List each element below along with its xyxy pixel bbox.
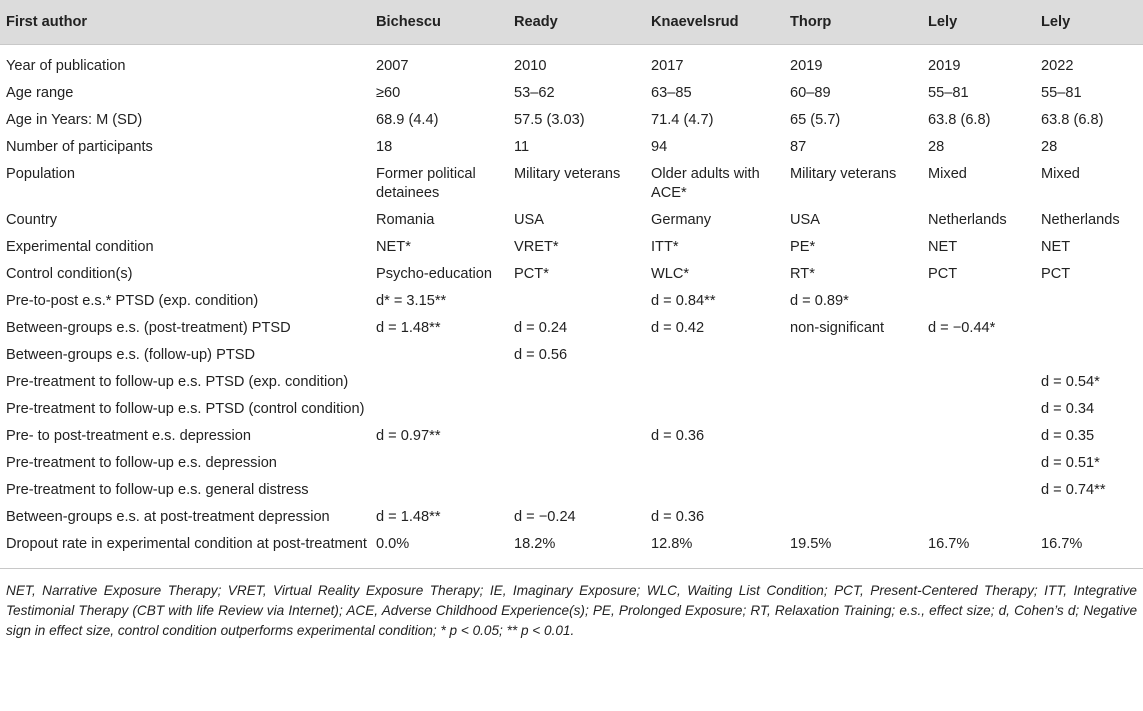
table-cell: 68.9 (4.4): [376, 112, 439, 128]
row-label: Year of publication: [6, 58, 126, 74]
table-row: [0, 45, 1143, 81]
table-cell: NET: [1041, 239, 1071, 255]
table-cell: d = 0.54*: [1041, 374, 1100, 390]
table-cell: [508, 477, 645, 504]
table-cell: PE*: [790, 239, 816, 255]
table-footnote: NET, Narrative Exposure Therapy; VRET, Virtual Reality Exposure Therapy; IE, Imaginary Exposure; WLC, Waiting List Condition; PCT, Present-Centered Therapy; ITT, Integrative Testimonial Therapy (CBT with life Review via Internet); ACE, Adverse Childhood Experience(s); PE, Prolonged Exposure; RT, Relaxation Training; e.s., effect size; d, Cohen’s d; Negative sign in effect size, control condition outperforms experimental condition; * p < 0.05; ** p < 0.01.: [6, 583, 1137, 638]
table-cell: d = 1.48**: [376, 509, 441, 525]
table-cell: 16.7%: [922, 531, 1035, 569]
table-cell: 11: [514, 139, 530, 155]
table-cell: [645, 396, 784, 423]
table-cell: d = −0.24: [514, 509, 576, 525]
table-cell: 16.7%: [1035, 531, 1143, 569]
table-cell: [784, 396, 922, 423]
table-cell: 63.8 (6.8): [1041, 112, 1104, 128]
row-label: Between-groups e.s. at post-treatment depression: [6, 509, 330, 525]
table-cell: 60–89: [790, 85, 831, 101]
table-cell: Mixed: [928, 166, 967, 182]
table-row: [0, 477, 1143, 504]
header-author-3: Knaevelsrud: [645, 0, 784, 45]
table-cell: [784, 342, 922, 369]
table-cell: d* = 3.15**: [376, 293, 447, 309]
table-row: [0, 396, 1143, 423]
table-cell: [1035, 342, 1143, 369]
table-cell: d = 0.36: [651, 428, 705, 444]
row-label: Age in Years: M (SD): [6, 112, 143, 128]
table-cell: [922, 342, 1035, 369]
table-cell: 53–62: [514, 85, 555, 101]
row-label: Pre-treatment to follow-up e.s. general distress: [6, 482, 309, 498]
table-cell: d = 0.84**: [651, 293, 716, 309]
table-row: [0, 531, 1143, 569]
table-cell: [784, 369, 922, 396]
table-cell: Military veterans: [790, 166, 897, 182]
table-cell: [784, 504, 922, 531]
table-cell: 87: [790, 139, 807, 155]
table-cell: [1035, 315, 1143, 342]
table-cell: [508, 396, 645, 423]
table-row: [0, 261, 1143, 288]
table-cell: [784, 450, 922, 477]
table-cell: Netherlands: [1041, 212, 1120, 228]
table-cell: d = 1.48**: [376, 320, 441, 336]
table-cell: 63.8 (6.8): [928, 112, 991, 128]
header-author-4: Thorp: [784, 0, 922, 45]
table-cell: Former political detainees: [376, 166, 476, 201]
table-cell: 55–81: [1041, 85, 1082, 101]
table-cell: Mixed: [1041, 166, 1080, 182]
table-cell: 28: [928, 139, 945, 155]
table-cell: PCT*: [514, 266, 549, 282]
table-cell: [370, 450, 508, 477]
table-cell: PCT: [1041, 266, 1071, 282]
row-label: Country: [6, 212, 58, 228]
table-cell: USA: [514, 212, 545, 228]
table-cell: 2022: [1041, 58, 1074, 74]
table-row: [0, 315, 1143, 342]
table-cell: d = 0.89*: [790, 293, 849, 309]
table-row: [0, 80, 1143, 107]
table-cell: [645, 450, 784, 477]
row-label: Control condition(s): [6, 266, 133, 282]
table-cell: WLC*: [651, 266, 690, 282]
table-row: [0, 134, 1143, 161]
row-label: Population: [6, 166, 75, 182]
table-cell: 2017: [651, 58, 684, 74]
table-cell: Psycho-education: [376, 266, 493, 282]
table-cell: [922, 396, 1035, 423]
table-cell: [922, 477, 1035, 504]
table-cell: ITT*: [651, 239, 679, 255]
row-label: Between-groups e.s. (post-treatment) PTSD: [6, 320, 291, 336]
table-cell: [922, 288, 1035, 315]
table-cell: non-significant: [790, 320, 885, 336]
table-cell: [508, 288, 645, 315]
table-cell: Germany: [651, 212, 712, 228]
row-label: Between-groups e.s. (follow-up) PTSD: [6, 347, 256, 363]
table-cell: [370, 342, 508, 369]
table-body: [0, 45, 1143, 569]
table-cell: RT*: [790, 266, 815, 282]
table-cell: PCT: [928, 266, 958, 282]
table-cell: 55–81: [928, 85, 969, 101]
table-cell: 2010: [514, 58, 547, 74]
header-author-6: Lely: [1035, 0, 1143, 45]
table-cell: [922, 423, 1035, 450]
table-cell: Netherlands: [928, 212, 1007, 228]
table-cell: [370, 396, 508, 423]
header-first-author: First author: [0, 0, 370, 45]
row-label: Number of participants: [6, 139, 153, 155]
table-cell: [645, 369, 784, 396]
table-cell: Military veterans: [514, 166, 621, 182]
table-cell: 63–85: [651, 85, 692, 101]
table-cell: [370, 369, 508, 396]
table-cell: d = 0.35: [1041, 428, 1095, 444]
table-row: [0, 288, 1143, 315]
table-cell: [1035, 504, 1143, 531]
table-cell: d = −0.44*: [928, 320, 996, 336]
table-cell: d = 0.51*: [1041, 455, 1100, 471]
row-label: Pre-to-post e.s.* PTSD (exp. condition): [6, 293, 259, 309]
table-cell: d = 0.34: [1041, 401, 1095, 417]
row-label: Dropout rate in experimental condition at post-treatment: [0, 531, 370, 569]
row-label: Pre- to post-treatment e.s. depression: [6, 428, 251, 444]
table-row: [0, 234, 1143, 261]
table-cell: [784, 423, 922, 450]
table-cell: Romania: [376, 212, 435, 228]
row-label: Age range: [6, 85, 74, 101]
table-cell: d = 0.24: [514, 320, 568, 336]
table-cell: 2019: [790, 58, 823, 74]
header-author-1: Bichescu: [370, 0, 508, 45]
table-cell: 18: [376, 139, 393, 155]
table-cell: d = 0.42: [651, 320, 705, 336]
table-header: [0, 0, 1143, 45]
table-cell: 94: [651, 139, 668, 155]
table-cell: 2007: [376, 58, 409, 74]
table-cell: [1035, 288, 1143, 315]
table-cell: ≥60: [376, 85, 401, 101]
table-row: [0, 161, 1143, 207]
header-author-2: Ready: [508, 0, 645, 45]
row-label: Pre-treatment to follow-up e.s. PTSD (exp. condition): [6, 374, 349, 390]
table-cell: [645, 477, 784, 504]
table-cell: 12.8%: [645, 531, 784, 569]
table-cell: 71.4 (4.7): [651, 112, 714, 128]
row-label: Pre-treatment to follow-up e.s. PTSD (control condition): [6, 401, 365, 417]
table-row: [0, 107, 1143, 134]
table-cell: USA: [790, 212, 821, 228]
table-row: [0, 504, 1143, 531]
table-row: [0, 369, 1143, 396]
table-cell: NET: [928, 239, 958, 255]
table-row: [0, 450, 1143, 477]
row-label: Pre-treatment to follow-up e.s. depression: [6, 455, 277, 471]
table-row: [0, 342, 1143, 369]
table-cell: [645, 342, 784, 369]
table-cell: d = 0.74**: [1041, 482, 1106, 498]
table-row: [0, 423, 1143, 450]
table-cell: [784, 477, 922, 504]
table-cell: d = 0.36: [651, 509, 705, 525]
table-cell: 18.2%: [508, 531, 645, 569]
table-cell: VRET*: [514, 239, 559, 255]
header-author-5: Lely: [922, 0, 1035, 45]
table-cell: [508, 450, 645, 477]
table-cell: [922, 369, 1035, 396]
table-cell: NET*: [376, 239, 411, 255]
table-cell: [922, 504, 1035, 531]
table-cell: 57.5 (3.03): [514, 112, 585, 128]
table-row: [0, 207, 1143, 234]
table-cell: Older adults with ACE*: [651, 166, 760, 201]
row-label: Experimental condition: [6, 239, 154, 255]
table-cell: d = 0.97**: [376, 428, 441, 444]
table-cell: 0.0%: [370, 531, 508, 569]
table-cell: [370, 477, 508, 504]
table-cell: d = 0.56: [514, 347, 568, 363]
table-cell: 65 (5.7): [790, 112, 841, 128]
table-cell: [922, 450, 1035, 477]
table-cell: [508, 423, 645, 450]
table-cell: 19.5%: [784, 531, 922, 569]
table-cell: 28: [1041, 139, 1058, 155]
table-cell: 2019: [928, 58, 961, 74]
table-cell: [508, 369, 645, 396]
